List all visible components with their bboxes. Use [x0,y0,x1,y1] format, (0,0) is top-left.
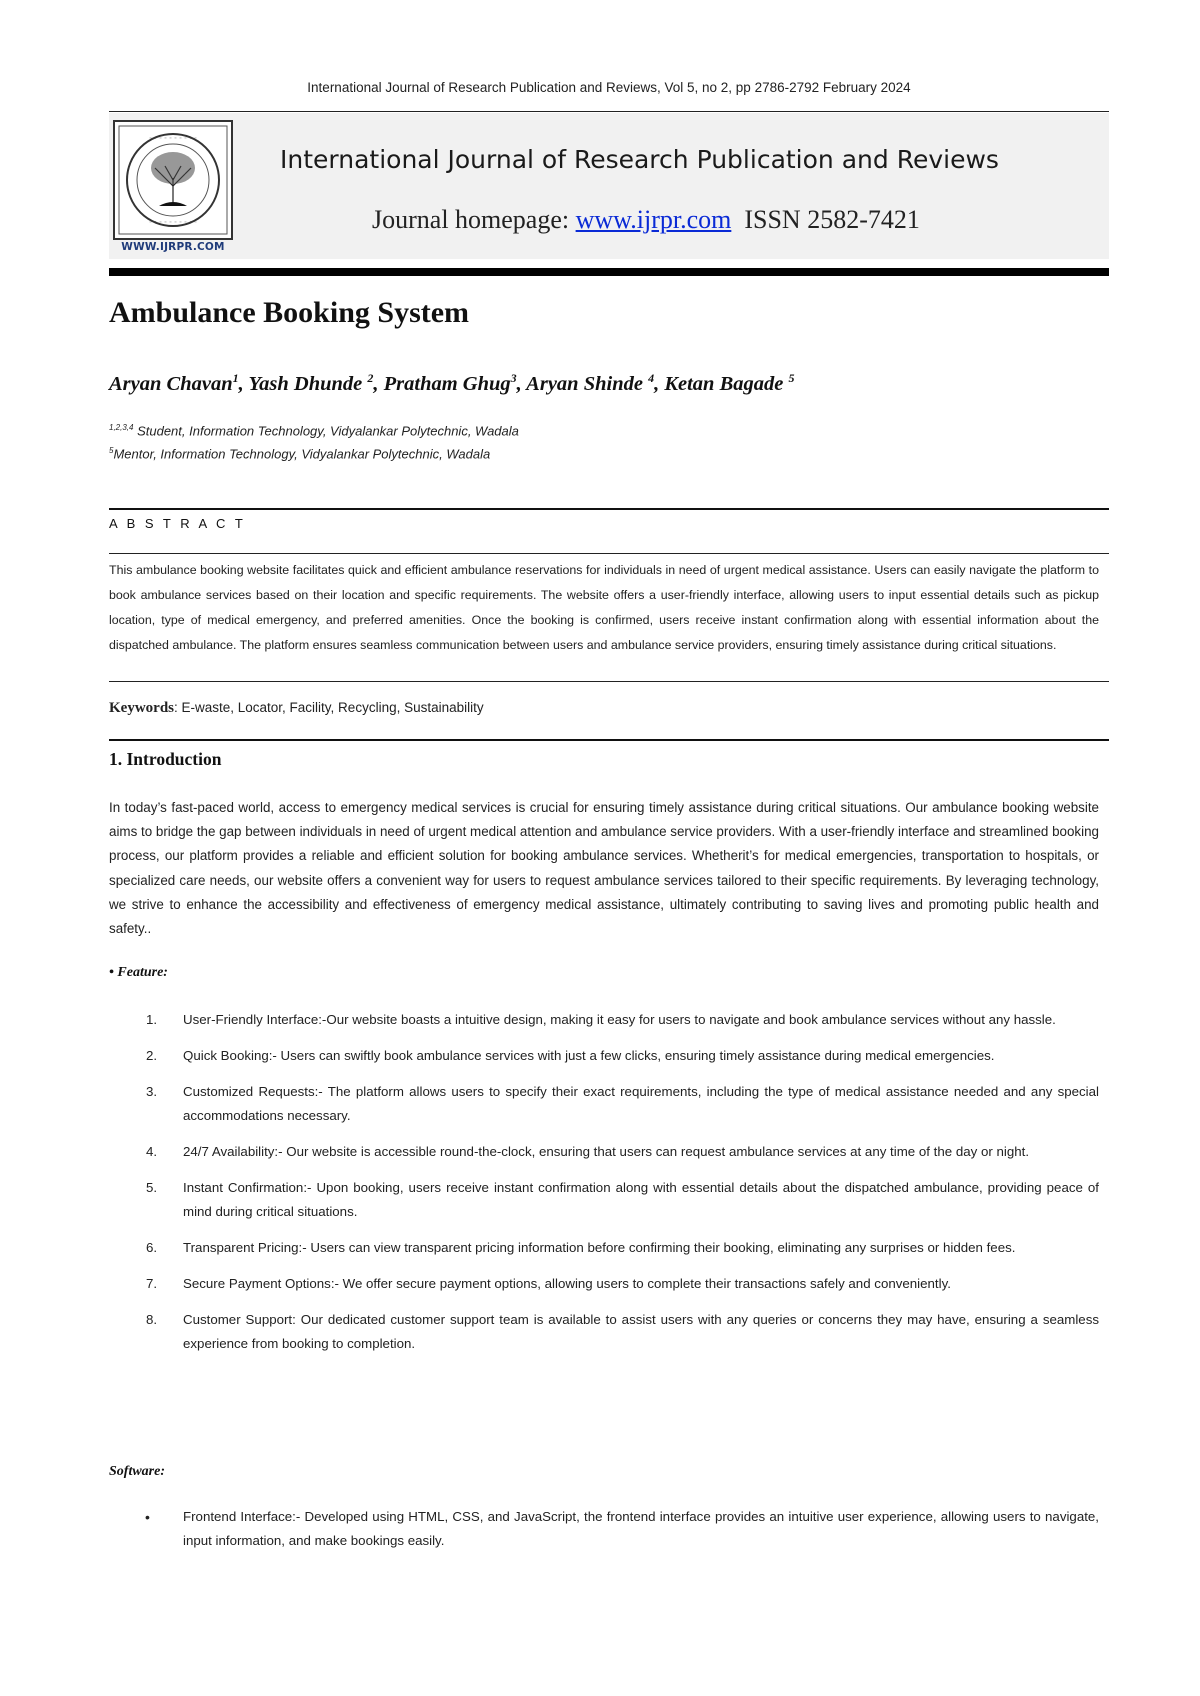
abstract-top-rule [109,508,1109,510]
list-item [109,1308,1099,1356]
author-sup: 4 [648,371,655,385]
affiliation-sup: 5 [109,446,114,455]
affiliation [109,423,519,438]
list-text: Quick Booking:- Users can swiftly book ambulance services with just a few clicks, ensuring timely assistance during medical emergencies. [183,1048,995,1063]
keywords-label: Keywords [109,700,174,716]
list-text: Frontend Interface:- Developed using HTML, CSS, and JavaScript, the frontend interface provides an intuitive user experience, allowing users to navigate, input information, and make bookings easily. [183,1509,1099,1548]
homepage-label: Journal homepage: [372,205,570,234]
issn: ISSN 2582-7421 [744,205,920,234]
tree-seal-icon [113,120,239,260]
journal-homepage-line [372,205,920,235]
list-text: Instant Confirmation:- Upon booking, users receive instant confirmation along with essential details about the dispatched ambulance, providing peace of mind during critical situations. [183,1180,1099,1219]
list-text: User-Friendly Interface:-Our website boasts a intuitive design, making it easy for users to navigate and book ambulance services without any hassle. [183,1012,1056,1027]
list-item [109,1044,1099,1068]
header-rule [109,111,1109,112]
journal-logo [113,120,239,260]
section-heading: 1. Introduction [109,749,222,769]
keywords-rule [109,739,1109,741]
author-sup: 5 [788,371,795,385]
list-item [109,1272,1099,1296]
author-name: Aryan Chavan [109,372,233,395]
list-item [109,1505,1099,1553]
list-item [109,1008,1099,1032]
affiliation-text: Mentor, Information Technology, Vidyalankar Polytechnic, Wadala [113,446,491,462]
list-number: 4. [146,1144,158,1159]
journal-name: International Journal of Research Publication and Reviews [280,145,999,174]
author-sup: 3 [510,371,517,385]
article-title: Ambulance Booking System [109,296,470,329]
feature-list [109,1008,1099,1368]
keywords [109,700,484,717]
list-text: Customized Requests:- The platform allows users to specify their exact requirements, including the type of medical assistance needed and any special accommodations necessary. [183,1084,1099,1123]
journal-banner [109,113,1109,259]
list-number: 8. [146,1312,158,1327]
list-item [109,1140,1099,1164]
homepage-link[interactable]: www.ijrpr.com [575,205,732,234]
list-text: Transparent Pricing:- Users can view transparent pricing information before confirming their booking, eliminating any surprises or hidden fees. [183,1240,1016,1255]
svg-text:◦ ◦ ◦ ◦ ◦ ◦ ◦ ◦ ◦ ◦: ◦ ◦ ◦ ◦ ◦ ◦ ◦ ◦ ◦ ◦ [148,220,198,226]
list-item [109,1080,1099,1128]
running-header: International Journal of Research Publication and Reviews, Vol 5, no 2, pp 2786-2792 February 2024 [307,80,911,95]
list-number: 6. [146,1240,158,1255]
banner-rule [109,268,1109,276]
keywords-text: : E-waste, Locator, Facility, Recycling, Sustainability [174,700,484,715]
introduction-text: In today’s fast-paced world, access to emergency medical services is crucial for ensuring timely assistance during critical situations. Our ambulance booking website aims to bridge the gap between individuals in need of urgent medical attention and ambulance service providers. With a user-friendly interface and streamlined booking process, our platform provides a reliable and efficient solution for booking ambulance services. Whetherit’s for medical emergencies, transportation to hospitals, or specialized care needs, our website offers a convenient way for users to request ambulance services tailored to their specific requirements. By leveraging technology, we strive to enhance the accessibility and effectiveness of emergency medical assistance, ultimately contributing to saving lives and promoting public health and safety.. [109,800,1099,937]
author-name: Yash Dhunde [248,372,368,395]
list-number: 5. [146,1180,158,1195]
list-number: 7. [146,1276,158,1291]
abstract-text: This ambulance booking website facilitates quick and efficient ambulance reservations for individuals in need of urgent medical assistance. Users can easily navigate the platform to book ambulance services based on their location and specific requirements. The website offers a user-friendly interface, allowing users to input essential details such as pickup location, type of medical emergency, and preferred amenities. Once the booking is confirmed, users receive instant confirmation along with essential information about the dispatched ambulance. The platform ensures seamless communication between users and ambulance service providers, ensuring timely assistance during critical situations. [109,563,1099,652]
logo-caption: WWW.IJRPR.COM [121,241,225,253]
software-list [109,1505,1099,1553]
list-text: 24/7 Availability:- Our website is accessible round-the-clock, ensuring that users can request ambulance services at any time of the day or night. [183,1144,1030,1159]
software-heading: Software: [109,1464,165,1479]
list-item [109,1236,1099,1260]
abstract-bottom-rule [109,681,1109,682]
feature-heading: • Feature: [109,965,168,980]
author-name: Aryan Shinde [526,372,649,395]
bullet-icon: • [145,1509,150,1525]
list-text: Customer Support: Our dedicated customer support team is available to assist users with any queries or concerns they may have, ensuring a seamless experience from booking to completion. [183,1312,1099,1351]
author-list: Aryan Chavan$^1$, Yash Dhunde $^2$, Pratham Ghug$^3$, Aryan Shinde $^4$, Ketan Bagade $^5$ [109,371,795,395]
list-text: Secure Payment Options:- We offer secure payment options, allowing users to complete their transactions safely and conveniently. [183,1276,951,1291]
abstract-label: A B S T R A C T [109,516,246,531]
abstract-label-rule [109,553,1109,554]
affiliation-sup: 1,2,3,4 [109,423,134,432]
list-number: 1. [146,1012,158,1027]
affiliation-text: Student, Information Technology, Vidyalankar Polytechnic, Wadala [133,423,519,439]
list-number: 2. [146,1048,158,1063]
author-sup: 2 [367,371,374,385]
author-sup: 1 [232,371,239,385]
list-item [109,1176,1099,1224]
affiliation [109,446,490,461]
author-name: Pratham Ghug [383,372,511,395]
list-number: 3. [146,1084,158,1099]
author-name: Ketan Bagade [664,372,789,395]
svg-text:◦ ◦ ◦ ◦ ◦ ◦ ◦ ◦ ◦ ◦: ◦ ◦ ◦ ◦ ◦ ◦ ◦ ◦ ◦ ◦ [148,136,198,142]
